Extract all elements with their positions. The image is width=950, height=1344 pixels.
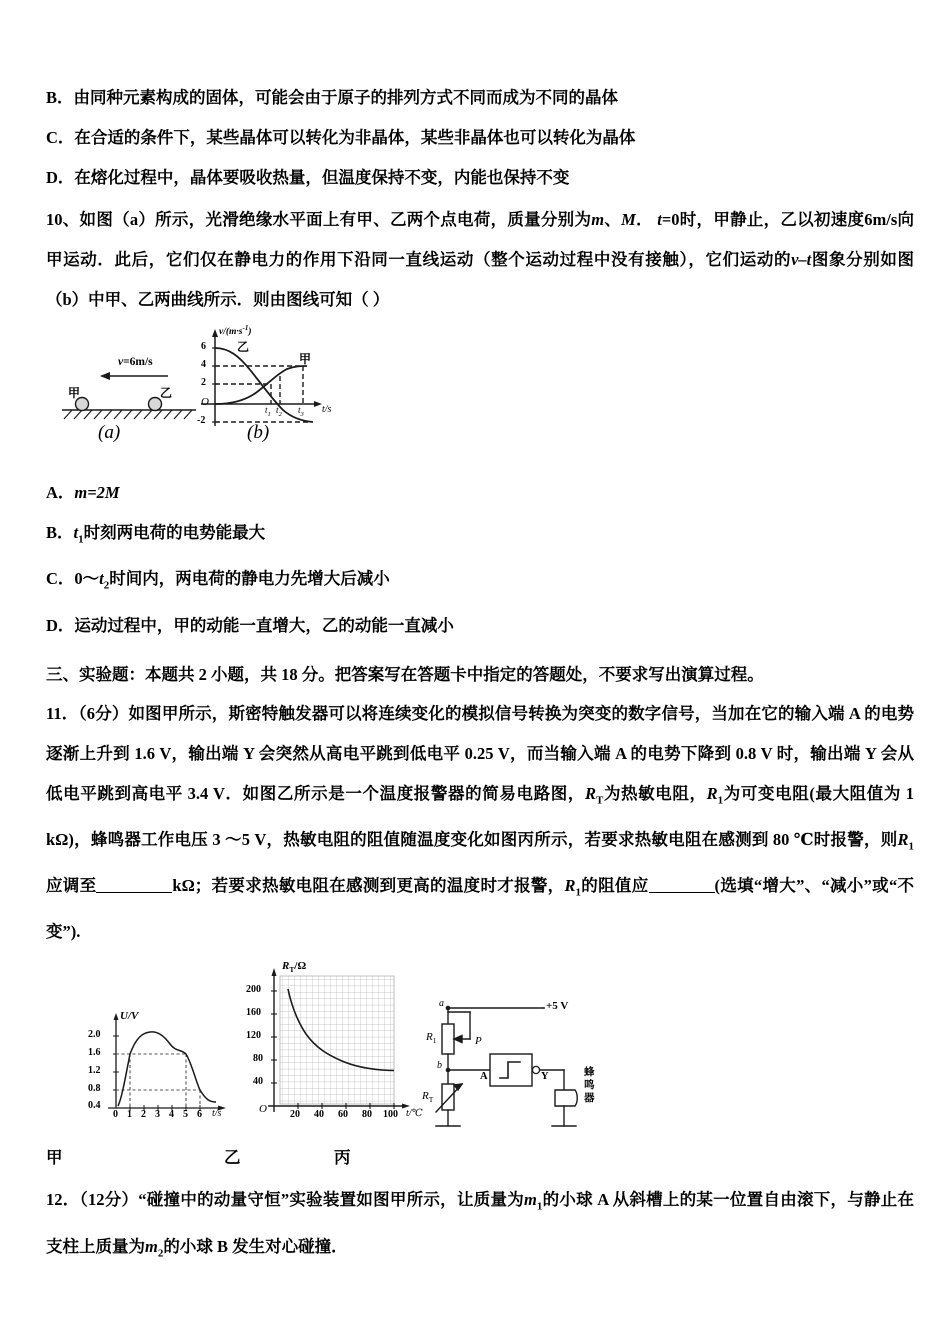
figure-jia-ytick-1-6: 1.6 — [88, 1047, 101, 1059]
q11-r1-sub-3: 1 — [575, 886, 581, 899]
figure-yi-ylabel — [282, 960, 306, 974]
figure-yi-thermistor-graph — [234, 960, 424, 1140]
buzzer-body — [555, 1090, 577, 1106]
option-d-label: D． — [46, 168, 75, 187]
figure-yi-origin: O — [259, 1103, 267, 1116]
figure-b-ytick-6: 6 — [201, 341, 206, 352]
option-c — [46, 118, 914, 158]
figure-b-ytick-2: 2 — [201, 377, 206, 388]
figure-yi-xtick-60: 60 — [338, 1109, 348, 1121]
q10-option-d-text: 运动过程中，甲的动能一直增大，乙的动能一直减小 — [74, 615, 454, 635]
option-d-text: 在熔化过程中，晶体要吸收热量，但温度保持不变，内能也保持不变 — [74, 168, 570, 187]
figure-b-ylabel — [219, 324, 252, 337]
q11-r1-sub-2: 1 — [908, 840, 914, 853]
q10-option-d — [46, 606, 914, 646]
figure-a-charges — [56, 326, 206, 461]
q11-r1-symbol-3: R — [564, 876, 576, 896]
q12-number: 12． — [46, 1190, 80, 1210]
question-10-period: ． — [635, 210, 653, 229]
question-10-text-3: 时，甲静止，乙以初速度 — [679, 210, 865, 229]
q12-m1-sub: 1 — [536, 1200, 543, 1213]
question-10-figures — [56, 326, 356, 461]
option-c-label: C． — [46, 128, 75, 147]
question-11-figures — [46, 960, 606, 1140]
question-10-var-m: m — [591, 210, 605, 229]
q10-option-a — [46, 473, 914, 513]
section-3-heading: 三、实验题：本题共 2 小题，共 18 分。把答案写在答题卡中指定的答题处，不要求写出演算过程。 — [46, 664, 764, 684]
figure-yi-ylabel-r: R — [282, 960, 290, 973]
curve-uv — [118, 1032, 216, 1106]
figure-jia-xtick-0: 0 — [113, 1109, 118, 1121]
figure-yi-ylabel-sub: T — [289, 965, 295, 975]
question-10-t-eq: =0 — [661, 210, 680, 229]
q11-answer-blank-1[interactable] — [96, 875, 172, 893]
q10-option-a-text: m=2M — [74, 483, 120, 502]
circuit-node-a-label: a — [439, 998, 444, 1010]
q10-option-b-text: $t_1$时刻两电荷的电势能最大 — [73, 523, 266, 546]
figure-caption-bing: 丙 — [334, 1148, 351, 1168]
figure-yi-ytick-120: 120 — [246, 1030, 261, 1042]
q10-option-c-text: $0\sim t_2$时间内，两电荷的静电力先增大后减小 — [74, 569, 390, 592]
figure-a-v-value: =6m/s — [123, 356, 153, 368]
q11-text-5: 若要求热敏电阻在感测到更高的温度时才报警， — [211, 876, 565, 896]
figure-jia-ytick-0-4: 0.4 — [88, 1100, 101, 1112]
figure-jia-xtick-2: 2 — [141, 1109, 146, 1121]
option-d — [46, 158, 914, 198]
figure-jia-xtick-6: 6 — [197, 1109, 202, 1121]
figure-b-ylabel-exp: -1 — [242, 324, 249, 332]
question-10-sep: 、 — [604, 210, 622, 229]
q11-text-2: 为热敏电阻， — [603, 783, 707, 803]
question-11-stem — [46, 694, 914, 953]
figure-yi-ytick-80: 80 — [253, 1053, 263, 1065]
figure-b-svg — [191, 326, 356, 436]
question-10-text-5: 图象分别如图（b）中甲、乙两曲线所示．则由图线可知（ ） — [46, 250, 915, 309]
circuit-r1-symbol: R — [426, 1031, 433, 1044]
question-10-speed: 6m/s — [864, 210, 898, 229]
q11-text-1: 如图甲所示，斯密特触发器可以将连续变化的模拟信号转换为突变的数字信号，当加在它的输入端 A 的电势逐渐上升到 1.6 V，输出端 Y 会突然从高电平跳到低电平 0.25 V，而当输入端 A 的电势下降到 0.8 V 时，输出端 Y 会从低电平跳到高电平 3.4 V．如图乙所示是一个温度报警器的简易电路图， — [46, 703, 915, 803]
q11-r1-symbol: R — [706, 783, 718, 803]
q12-text-2: 的小球 A 从斜槽上的某一位置自由滚下，与静止在支柱上质量为 — [46, 1190, 915, 1256]
q11-text-7: (选填“增大”、“减小”或“不变”). — [46, 876, 915, 942]
node-b-dot — [446, 1068, 451, 1073]
figure-a-label-yi: 乙 — [160, 386, 173, 400]
resistor-r1-body — [442, 1024, 454, 1054]
schmitt-trigger-box — [490, 1054, 532, 1086]
circuit-node-b-label: b — [437, 1060, 442, 1072]
q11-rt-sub: T — [595, 793, 604, 806]
figure-b-ylabel-main: v/(m·s — [219, 327, 243, 338]
figure-jia-ylabel: U/V — [120, 1010, 139, 1023]
question-12-stem — [46, 1180, 914, 1273]
output-bubble — [532, 1067, 539, 1074]
figure-yi-ytick-160: 160 — [246, 1007, 261, 1019]
q12-score: （12分） — [79, 1190, 139, 1210]
q11-number: 11． — [46, 703, 79, 723]
question-10-text-1: 如图（a）所示，光滑绝缘水平面上有甲、乙两个点电荷，质量分别为 — [79, 210, 592, 229]
q11-r1-sub: 1 — [717, 793, 724, 806]
circuit-r1-label — [426, 1031, 436, 1045]
figure-b-ytick-neg2: -2 — [197, 415, 206, 426]
question-10-stem — [46, 200, 914, 320]
circuit-output-label: Y — [541, 1071, 549, 1083]
question-10-var-M: M — [621, 210, 636, 229]
figure-yi-xtick-100: 100 — [383, 1109, 398, 1121]
question-10-var-t: t — [657, 210, 662, 229]
figure-a-label-jia: 甲 — [68, 386, 81, 400]
figure-jia-ytick-0-8: 0.8 — [88, 1083, 101, 1095]
figure-caption-jia: 甲 — [46, 1148, 63, 1168]
q11-text-3: 为可变电阻(最大阻值为 1 kΩ)，蜂鸣器工作电压 3 ～5 V，热敏电阻的阻值随温度变化如图丙所示，若要求热敏电阻在感测到 80 ℃时报警，则 — [46, 783, 915, 849]
figure-a-v-symbol: v — [118, 356, 124, 368]
figure-jia-xtick-1: 1 — [127, 1109, 132, 1121]
figure-yi-xtick-80: 80 — [362, 1109, 372, 1121]
figure-b-vt-graph — [191, 326, 356, 461]
circuit-rt-sub: T — [428, 1095, 434, 1105]
option-b-label: B． — [46, 88, 74, 107]
figure-yi-ytick-200: 200 — [246, 984, 261, 996]
q10-option-b — [46, 513, 914, 559]
option-b-text: 由同种元素构成的固体，可能会由于原子的排列方式不同而成为不同的晶体 — [73, 88, 619, 107]
q11-unit-kohm: kΩ； — [172, 876, 212, 896]
figure-jia-uv-graph — [82, 1008, 234, 1128]
figure-b-xtick-t3: $t_3$ — [298, 405, 304, 418]
q10-option-c-label: C． — [46, 569, 75, 589]
q12-text-1: “碰撞中的动量守恒”实验装置如图甲所示，让质量为 — [138, 1190, 524, 1210]
q12-m2-symbol: m — [145, 1236, 158, 1256]
q10-option-b-label: B． — [46, 523, 74, 542]
circuit-rt-label — [422, 1090, 433, 1104]
circuit-supply-label: +5 V — [546, 1000, 569, 1013]
figure-yi-xtick-40: 40 — [314, 1109, 324, 1121]
question-10-number: 10、 — [46, 210, 80, 229]
circuit-input-label: A — [480, 1071, 488, 1083]
circuit-wiper-label: P — [475, 1035, 482, 1048]
question-10-text-4: 向甲运动．此后，它们仅在静电力的作用下沿同一直线运动（整个运动过程中没有接触），它们运动的 — [46, 210, 915, 269]
figure-b-ytick-4: 4 — [201, 359, 206, 370]
q10-option-c — [46, 559, 914, 605]
figure-a-arrow-label — [118, 356, 153, 368]
figure-yi-ytick-40: 40 — [253, 1076, 263, 1088]
q12-m1-symbol: m — [523, 1190, 537, 1210]
node-a-dot — [446, 1006, 451, 1011]
figure-yi-ylabel-unit: /Ω — [294, 960, 307, 973]
q11-r1-symbol-2: R — [897, 829, 909, 849]
q11-score: （6分） — [78, 703, 129, 723]
figure-jia-ytick-1-2: 1.2 — [88, 1065, 101, 1077]
q12-m2-sub: 2 — [157, 1247, 164, 1260]
question-11-figure-captions — [46, 1140, 606, 1174]
circuit-buzzer-label: 蜂鸣器 — [584, 1067, 595, 1105]
q11-answer-blank-2[interactable] — [649, 875, 715, 893]
q11-text-6: 的阻值应 — [581, 876, 649, 896]
figure-b-xtick-t2: $t_2$ — [276, 405, 282, 418]
figure-b-origin: O — [201, 396, 209, 408]
figure-b-ylabel-close: ) — [248, 327, 252, 338]
figure-jia-xtick-4: 4 — [169, 1109, 174, 1121]
figure-b-caption: (b) — [247, 422, 270, 443]
figure-b-xlabel: t/s — [322, 404, 332, 415]
resistor-rt-body — [442, 1084, 454, 1110]
figure-a-svg — [56, 326, 206, 436]
q12-text-3: 的小球 B 发生对心碰撞． — [163, 1236, 348, 1256]
figure-jia-xtick-3: 3 — [155, 1109, 160, 1121]
figure-a-caption: (a) — [98, 422, 121, 443]
option-b — [46, 78, 914, 118]
figure-jia-ytick-2-0: 2.0 — [88, 1029, 101, 1041]
q11-rt-symbol: R — [584, 783, 596, 803]
circuit-rt-symbol: R — [422, 1090, 429, 1103]
figure-yi-grid — [280, 976, 394, 1104]
question-10-vt-label: v–t — [791, 250, 812, 269]
page-content — [46, 78, 914, 1273]
figure-caption-yi: 乙 — [224, 1148, 241, 1168]
q10-option-a-label: A． — [46, 483, 75, 502]
circuit-r1-sub: 1 — [432, 1036, 437, 1046]
option-c-text: 在合适的条件下，某些晶体可以转化为非晶体，某些非晶体也可以转化为晶体 — [74, 128, 636, 147]
figure-yi-xtick-20: 20 — [290, 1109, 300, 1121]
figure-bing-circuit — [418, 990, 613, 1140]
figure-b-xtick-t1: $t_1$ — [265, 405, 271, 418]
q11-text-4: 应调至 — [46, 876, 97, 896]
q10-option-d-label: D． — [46, 615, 75, 635]
figure-yi-xlabel: t/℃ — [406, 1108, 423, 1120]
figure-jia-xlabel: t/s — [212, 1108, 222, 1120]
figure-bing-svg — [418, 990, 613, 1140]
figure-b-curve-label-yi: 乙 — [237, 340, 250, 354]
figure-jia-xtick-5: 5 — [183, 1109, 188, 1121]
figure-b-curve-label-jia: 甲 — [299, 352, 312, 366]
